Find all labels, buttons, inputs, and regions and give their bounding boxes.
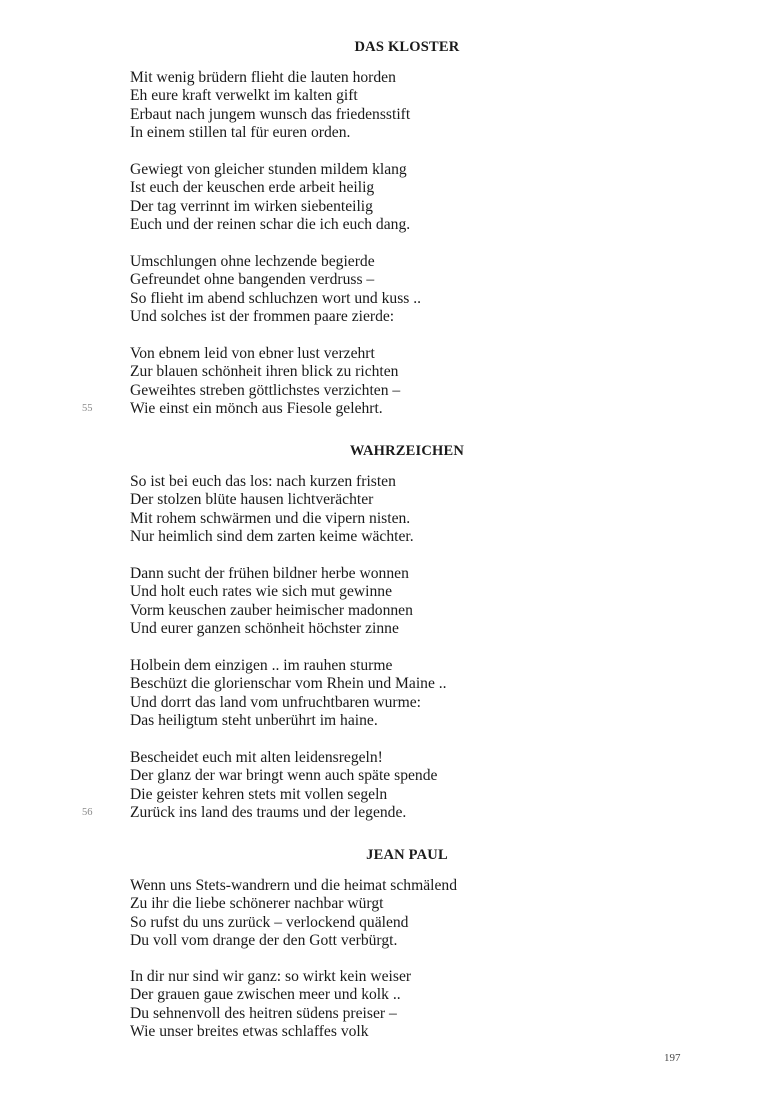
stanza [130, 657, 690, 731]
verse-line: Der grauen gaue zwischen meer und kolk .. [130, 986, 401, 1004]
verse-line: Geweihtes streben göttlichstes verzichten – [130, 381, 401, 399]
verse-line: Umschlungen ohne lechzende begierde [130, 253, 375, 270]
verse-line: Und eurer ganzen schönheit höchster zinne [130, 620, 399, 638]
verse-line: So flieht im abend schluchzen wort und kuss .. [130, 289, 422, 307]
verse-line: Der glanz der war bringt wenn auch späte spende [130, 767, 438, 785]
verse-line: Zur blauen schönheit ihren blick zu richten [130, 363, 399, 381]
stanza [130, 877, 690, 951]
verse-line: Beschüzt die glorienschar vom Rhein und Maine .. [130, 675, 447, 693]
poem-title-jean-paul: JEAN PAUL [366, 847, 448, 863]
stanza [130, 69, 690, 143]
verse-line: Und holt euch rates wie sich mut gewinne [130, 583, 392, 601]
verse-line: Holbein dem einzigen .. im rauhen sturme [130, 657, 393, 674]
verse-line: Gefreundet ohne bangenden verdruss – [130, 271, 375, 289]
stanza [130, 161, 690, 235]
verse-line: Das heiligtum steht unberührt im haine. [130, 712, 378, 730]
stanza [130, 565, 690, 639]
verse-line: Gewiegt von gleicher stunden mildem klang [130, 161, 407, 178]
verse-line: Zurück ins land des traums und der legende. [130, 804, 407, 822]
poem-title-das-kloster: DAS KLOSTER [354, 39, 460, 55]
verse-line: Die geister kehren stets mit vollen segeln [130, 785, 388, 803]
verse-line: So rufst du uns zurück – verlockend quälend [130, 913, 409, 931]
page-number: 197 [664, 1052, 681, 1064]
verse-line: Mit wenig brüdern flieht die lauten horden [130, 69, 396, 86]
verse-line: Wie unser breites etwas schlaffes volk [130, 1023, 369, 1041]
verse-line: Ist euch der keuschen erde arbeit heilig [130, 179, 375, 197]
verse-line: In dir nur sind wir ganz: so wirkt kein weiser [130, 968, 412, 985]
poem-title-wahrzeichen: WAHRZEICHEN [349, 443, 465, 459]
stanza [130, 345, 690, 419]
verse-line: Der tag verrinnt im wirken siebenteilig [130, 197, 373, 215]
verse-line: Wie einst ein mönch aus Fiesole gelehrt. [130, 400, 383, 418]
verse-line: Nur heimlich sind dem zarten keime wächter. [130, 528, 414, 546]
line-number: 55 [82, 403, 93, 414]
verse-line: Und dorrt das land vom unfruchtbaren wurme: [130, 693, 422, 711]
verse-line: Von ebnem leid von ebner lust verzehrt [130, 345, 375, 362]
verse-line: Du sehnenvoll des heitren südens preiser – [130, 1004, 397, 1022]
verse-line: Erbaut nach jungem wunsch das friedensstift [130, 105, 411, 123]
verse-line: Vorm keuschen zauber heimischer madonnen [130, 601, 413, 619]
verse-line: Dann sucht der frühen bildner herbe wonnen [130, 565, 409, 582]
line-number: 56 [82, 807, 93, 818]
stanza [130, 968, 690, 1042]
verse-line: Der stolzen blüte hausen lichtverächter [130, 491, 374, 509]
verse-line: Und solches ist der frommen paare zierde: [130, 308, 395, 326]
verse-line: Bescheidet euch mit alten leidensregeln! [130, 749, 383, 766]
verse-line: Du voll vom drange der den Gott verbürgt. [130, 932, 398, 950]
verse-line: Eh eure kraft verwelkt im kalten gift [130, 87, 358, 105]
verse-line: Euch und der reinen schar die ich euch dang. [130, 216, 411, 234]
verse-line: So ist bei euch das los: nach kurzen fristen [130, 473, 396, 490]
verse-line: In einem stillen tal für euren orden. [130, 124, 351, 142]
verse-line: Mit rohem schwärmen und die vipern nisten. [130, 509, 411, 527]
stanza [130, 473, 690, 547]
stanza [130, 749, 690, 823]
verse-line: Wenn uns Stets-wandrern und die heimat schmälend [130, 877, 457, 894]
stanza [130, 253, 690, 327]
verse-line: Zu ihr die liebe schönerer nachbar würgt [130, 895, 384, 913]
